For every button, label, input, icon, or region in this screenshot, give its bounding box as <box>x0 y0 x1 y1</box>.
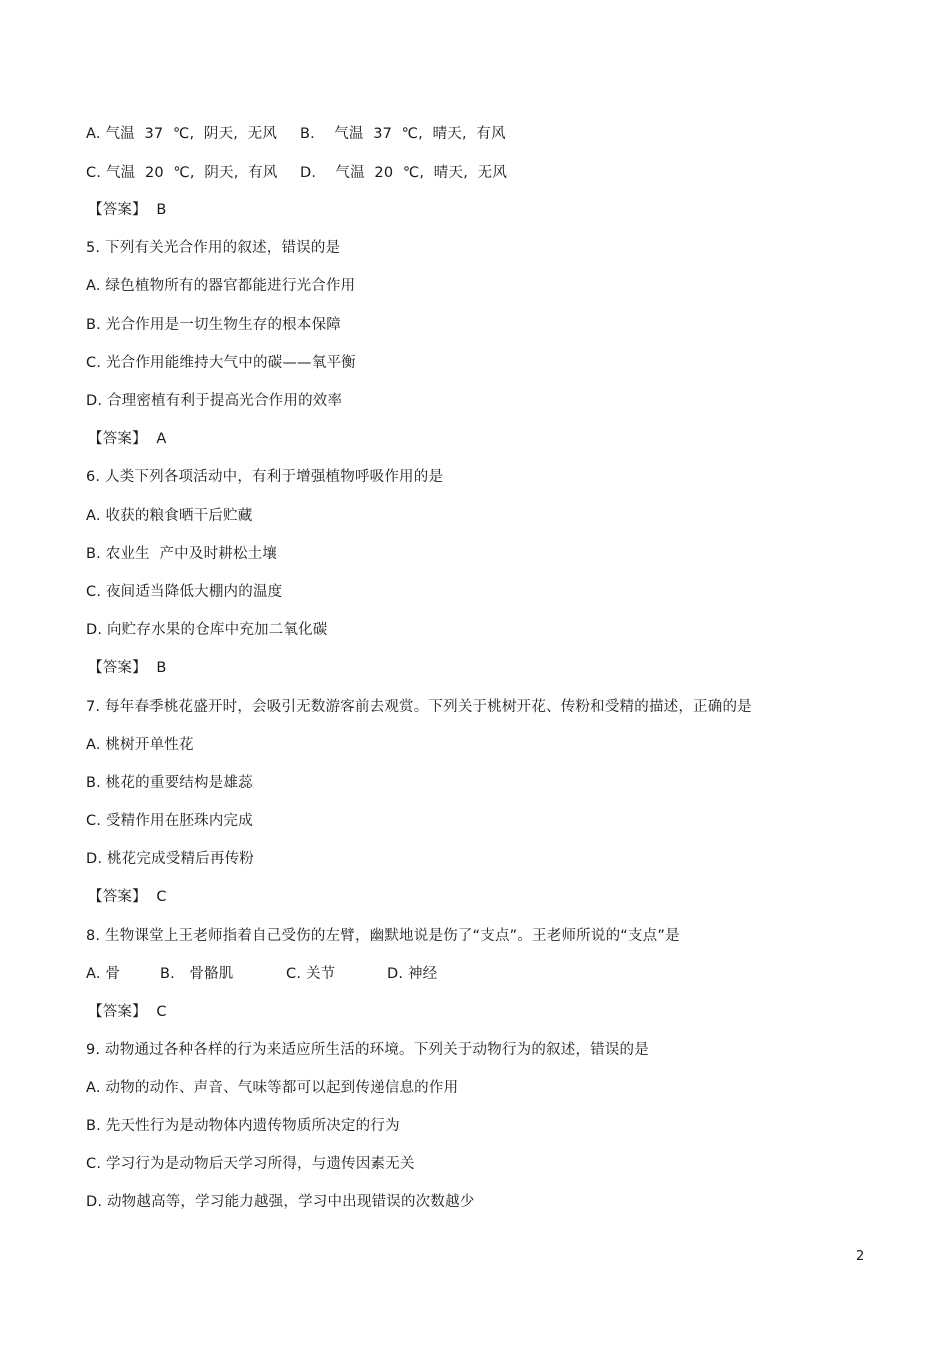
q7-answer: 【答案】 C <box>88 889 167 905</box>
q4-option-b: B. 气温 37 ℃, 晴天, 有风 <box>300 126 506 142</box>
q8-option-a: A. 骨 <box>86 966 121 982</box>
q9-option-b: B. 先天性行为是动物体内遗传物质所决定的行为 <box>86 1118 400 1134</box>
q9-stem: 9. 动物通过各种各样的行为来适应所生活的环境。下列关于动物行为的叙述，错误的是 <box>86 1042 649 1058</box>
q7-option-b: B. 桃花的重要结构是雄蕊 <box>86 775 253 791</box>
q5-option-a: A. 绿色植物所有的器官都能进行光合作用 <box>86 278 356 294</box>
q6-answer: 【答案】 B <box>88 660 167 676</box>
q8-stem: 8. 生物课堂上王老师指着自己受伤的左臂，幽默地说是伤了“支点”。王老师所说的“支点”是 <box>86 928 680 944</box>
q4-option-a: A. 气温 37 ℃, 阴天, 无风 <box>86 126 278 142</box>
q7-option-c: C. 受精作用在胚珠内完成 <box>86 813 253 829</box>
q4-option-c: C. 气温 20 ℃, 阴天, 有风 <box>86 165 278 181</box>
q6-stem: 6. 人类下列各项活动中，有利于增强植物呼吸作用的是 <box>86 469 444 485</box>
q7-option-a: A. 桃树开单性花 <box>86 737 194 753</box>
q4-option-d: D. 气温 20 ℃, 晴天, 无风 <box>300 165 508 181</box>
q8-option-d: D. 神经 <box>387 966 438 982</box>
q8-option-b: B. 骨骼肌 <box>160 966 234 982</box>
q5-stem: 5. 下列有关光合作用的叙述，错误的是 <box>86 240 341 256</box>
q6-option-d: D. 向贮存水果的仓库中充加二氧化碳 <box>86 622 328 638</box>
q6-option-c: C. 夜间适当降低大棚内的温度 <box>86 584 283 600</box>
q9-option-c: C. 学习行为是动物后天学习所得，与遗传因素无关 <box>86 1156 415 1172</box>
q6-option-b: B. 农业生 产中及时耕松土壤 <box>86 546 278 562</box>
q4-answer: 【答案】 B <box>88 202 167 218</box>
q8-option-c: C. 关节 <box>286 966 336 982</box>
page-number: 2 <box>856 1249 865 1264</box>
q5-option-d: D. 合理密植有利于提高光合作用的效率 <box>86 393 343 409</box>
q6-option-a: A. 收获的粮食晒干后贮藏 <box>86 508 253 524</box>
q8-answer: 【答案】 C <box>88 1004 167 1020</box>
q7-stem: 7. 每年春季桃花盛开时，会吸引无数游客前去观赏。下列关于桃树开花、传粉和受精的描述，正确的是 <box>86 699 752 715</box>
q5-option-c: C. 光合作用能维持大气中的碳——氧平衡 <box>86 355 356 371</box>
q9-option-a: A. 动物的动作、声音、气味等都可以起到传递信息的作用 <box>86 1080 459 1096</box>
q5-answer: 【答案】 A <box>88 431 167 447</box>
q5-option-b: B. 光合作用是一切生物生存的根本保障 <box>86 317 341 333</box>
q7-option-d: D. 桃花完成受精后再传粉 <box>86 851 254 867</box>
q9-option-d: D. 动物越高等，学习能力越强，学习中出现错误的次数越少 <box>86 1194 475 1210</box>
